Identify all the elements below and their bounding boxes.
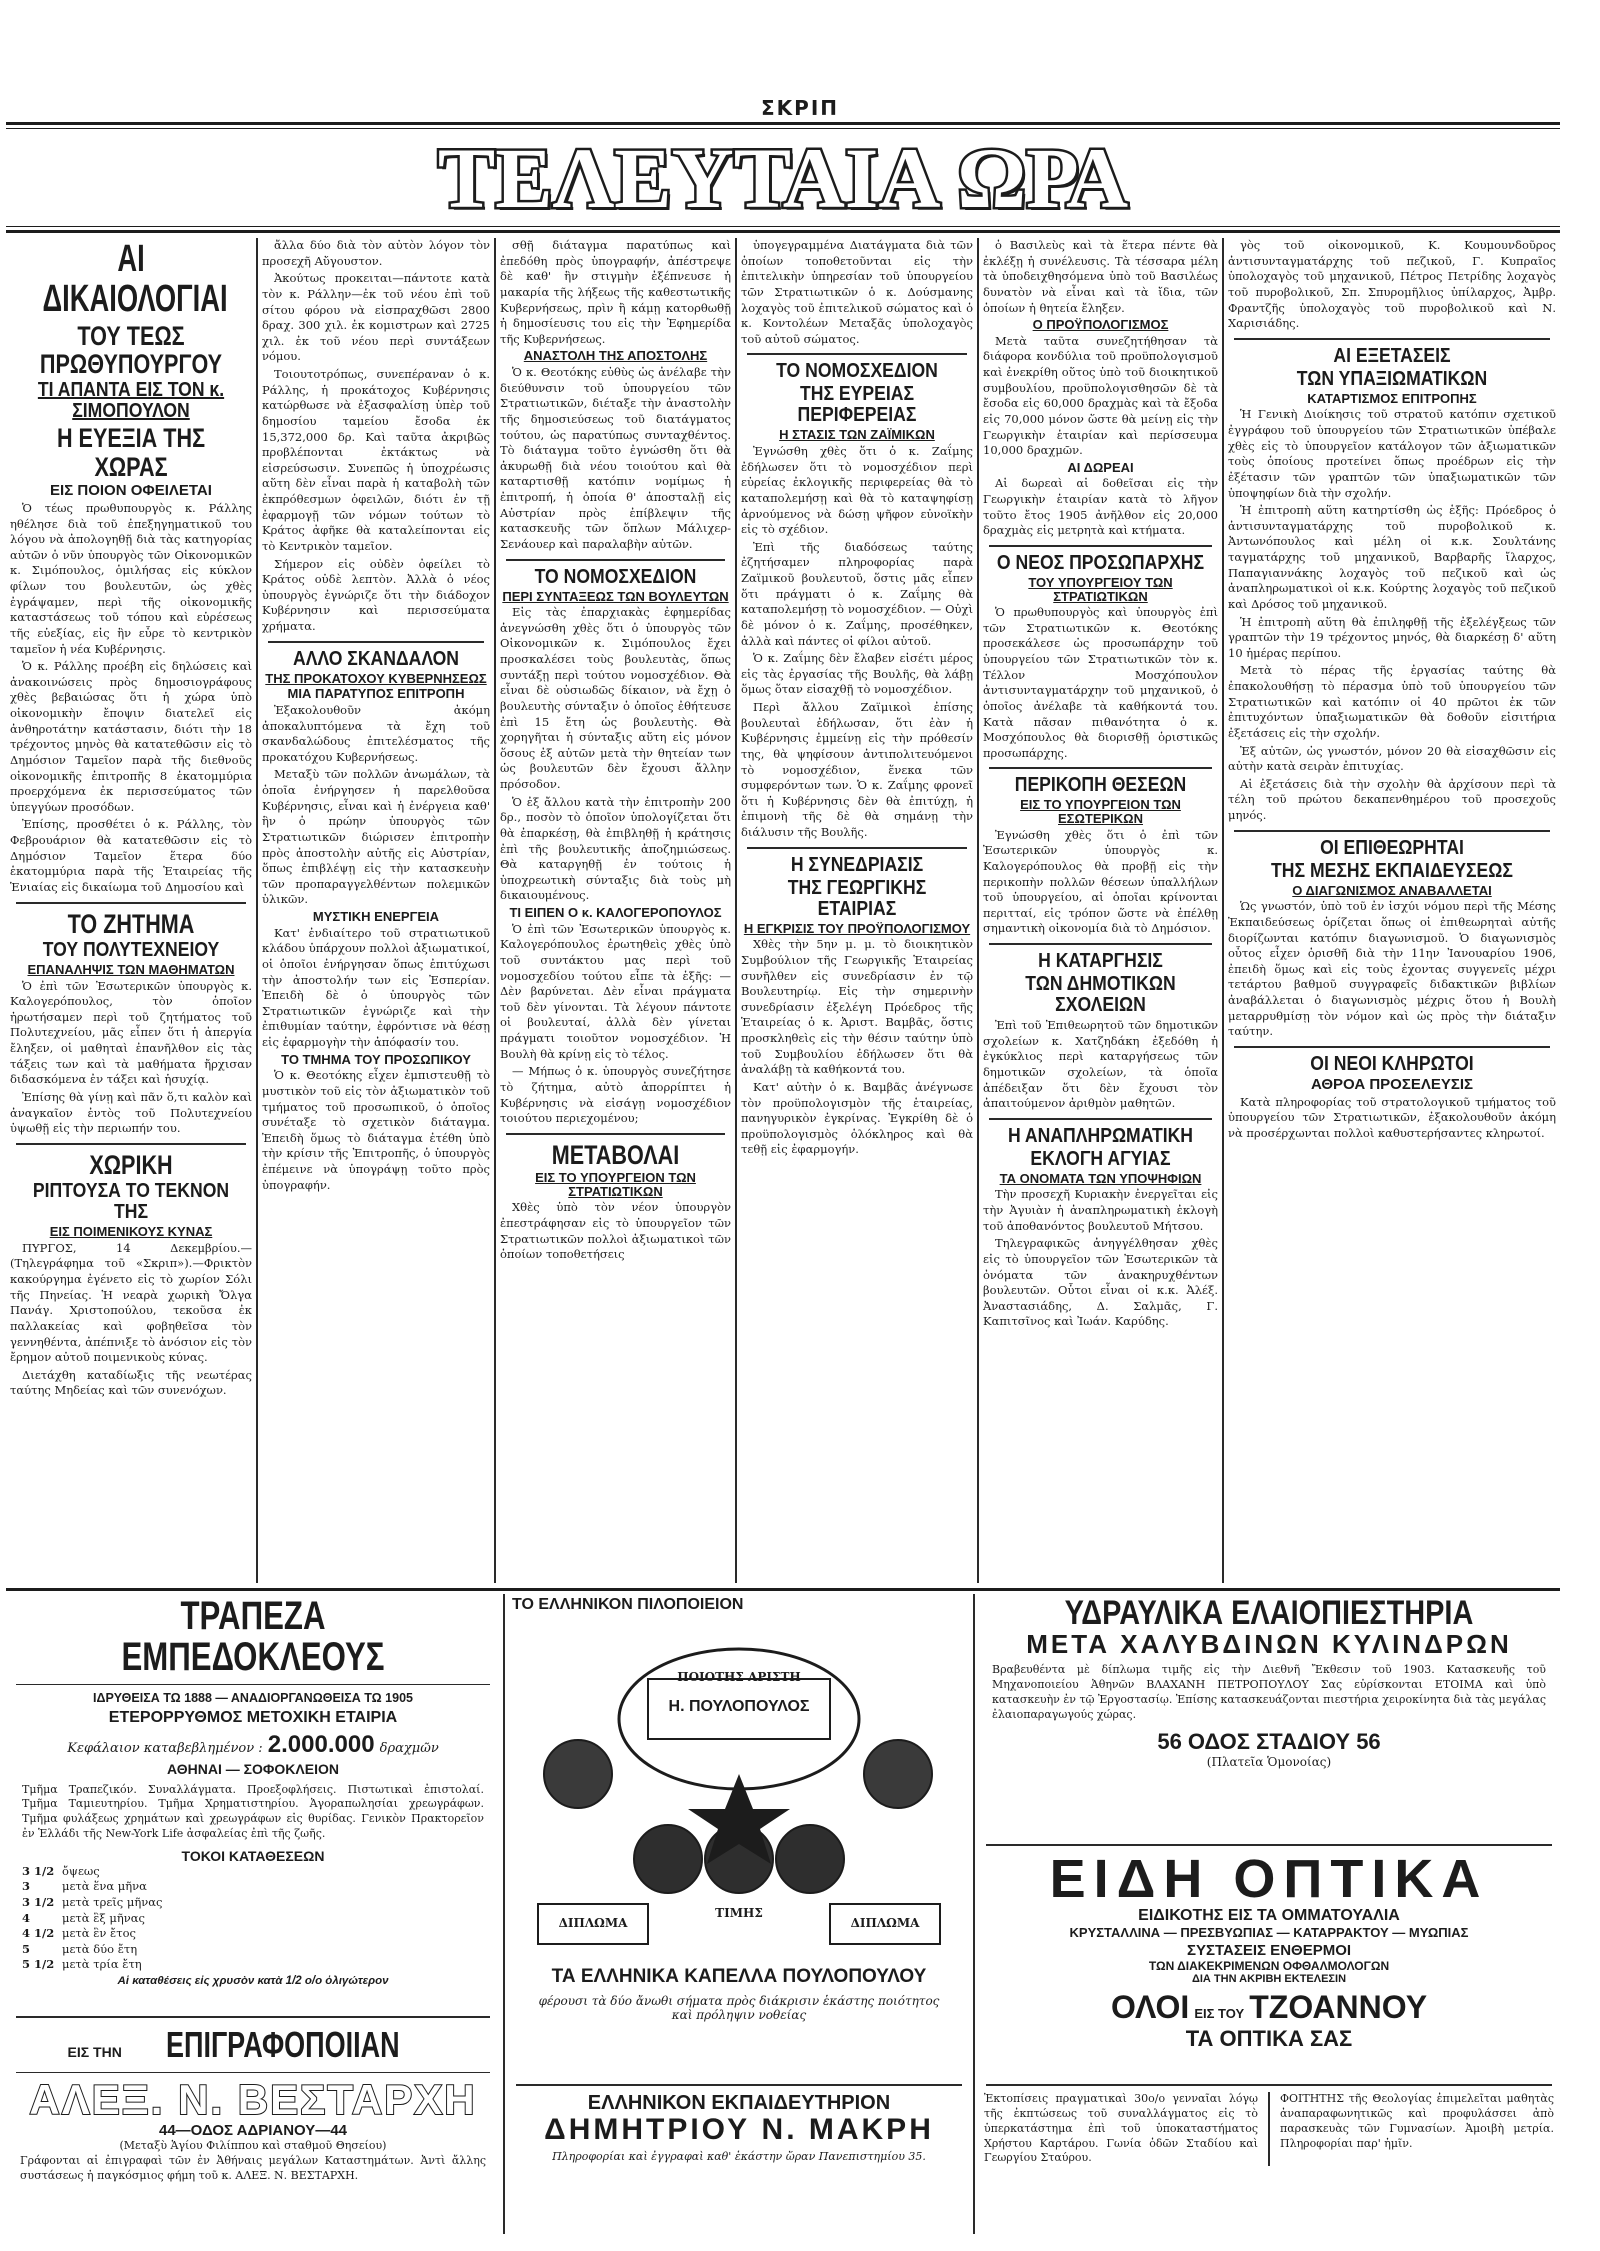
paragraph: Κατὰ πληροφορίας τοῦ στρατολογικοῦ τμήματος τοῦ ὑπουργείου τῶν Στρατιωτικῶν, ἐξακολουθοῦν ἀκόμη νὰ προσέρχωνται πολλοὶ καθυστερήσαντες κληρωτοί. xyxy=(1228,1094,1556,1140)
school-title: ΕΛΛΗΝΙΚΟΝ ΕΚΠΑΙΔΕΥΤΗΡΙΟΝ xyxy=(587,2092,891,2114)
paragraph: σθῇ διάταγμα παρατύπως καὶ ἐπεδόθη πρὸς ὑπογραφήν, ἀπέστρεψε δὲ καθ' ἣν στιγμὴν ἐξέπνευσε ἡ μακαρία τῆς λήξεως τῆς καθεστωτικῆς Κυβερνήσεως, πρὶν ἢ κάμῃ κατορθωθῇ ἡ δημοσίευσις του εἰς τὴν Ἐφημερίδα τῆς Κυβερνήσεως. xyxy=(500,238,731,346)
print-between: (Μεταξὺ Ἁγίου Φιλίππου καὶ σταθμοῦ Θησείου) xyxy=(119,2138,387,2152)
print-name: ΑΛΕΞ. Ν. ΒΕΣΤΑΡΧΗ xyxy=(29,2076,477,2123)
paragraph: Ὁ τέως πρωθυπουργὸς κ. Ράλλης ηθέλησε διὰ τοῦ ἐπεξηγηματικοῦ του λόγου νὰ ἀπολογηθῇ διὰ τὰς κατηγορίας αὐτῶν ὁ νῦν ὑπουργὸς τῶν Οἰκονομικῶν κ. Σιμόπουλος, ὁμιλήσας εἰς κύκλον φίλων του βουλευτῶν, ὡς χθὲς ἐγράψαμεν, περὶ τῆς οἰκονομικῆς καταστάσεως τοῦ τόπου καὶ εὑρέσεως τῆς εὐεξίας, εἰς ἣν εὗρε τὸ κεντρικὸν ταμεῖον ἡ νέα Κυβέρνησις. xyxy=(10,500,252,656)
subheadline: ΤΟΥ ΥΠΟΥΡΓΕΙΟΥ ΤΩΝ ΣΤΡΑΤΙΩΤΙΚΩΝ xyxy=(1028,574,1173,604)
optics-line1: ΕΙΔΙΚΟΤΗΣ ΕΙΣ ΤΑ ΟΜΜΑΤΟΥΑΛΙΑ xyxy=(1138,1907,1400,1925)
print-street: 44—ΟΔΟΣ ΑΔΡΙΑΝΟΥ—44 xyxy=(159,2121,347,2139)
headline: ΟΙ ΝΕΟΙ ΚΛΗΡΩΤΟΙ xyxy=(1310,1052,1474,1075)
headline: ΠΕΡΙΚΟΠΗ ΘΕΣΕΩΝ xyxy=(1014,774,1187,797)
optics-ad xyxy=(978,1838,1560,2068)
article-text xyxy=(1228,238,1556,332)
subheadline: ΜΥΣΤΙΚΗ ΕΝΕΡΓΕΙΑ xyxy=(312,909,440,925)
misc-ads-row xyxy=(984,2092,1554,2166)
paragraph: Ὁ ἐπὶ τῶν Ἐσωτερικῶν ὑπουργὸς κ. Καλογερόπουλος ἐρωτηθεὶς χθὲς ὑπὸ τοῦ συντάκτου μας περὶ τοῦ νομοσχεδίου τούτου εἶπε τὰ ἑξῆς: — Δὲν βαρύνεται. Δὲν εἶναι πράγματα τοῦ δὲν γίνονται. Τὰ λέγουν πάντοτε οἱ βουλευταί, ἀλλὰ δὲν γίνεται πράγματι τοιοῦτον νομοσχέδιον. Ἡ Βουλὴ θὰ κρίνῃ εἰς τὸ τέλος. xyxy=(500,921,731,1061)
hat-ad xyxy=(508,1596,970,2066)
banner-title: ΤΕΛΕΥΤΑΙΑ ΩΡΑ xyxy=(437,130,1129,226)
article-text xyxy=(741,444,973,841)
subheadline: ΑΙ ΔΩΡΕΑΙ xyxy=(1067,459,1134,475)
divider xyxy=(516,2084,962,2086)
article-text xyxy=(1228,899,1556,1040)
headline: ΤΟ ΝΟΜΟΣΧΕΔΙΟΝ xyxy=(776,360,938,383)
paragraph: Ἡ Γενικὴ Διοίκησις τοῦ στρατοῦ κατόπιν σχετικοῦ ἐγγράφου τοῦ ὑπουργείου τῶν Στρατιωτικῶν ὑπέβαλε χθὲς εἰς τὸ ὑπουργεῖον κατάλογον τῶν ἀξιωματικῶν τοὺς ὁποίους προτείνει ὅπως προέδρων εἰς τὴν ἐξέτασιν τῶν γραπτῶν τῶν ὑπαξιωματικῶν τῶν ὑποψηφίων διὰ τὴν σχολήν. xyxy=(1228,407,1556,500)
medal xyxy=(776,1825,844,1893)
rate-term: μετὰ ἓν ἔτος xyxy=(62,1926,136,1941)
print-note: Γράφονται αἱ ἐπιγραφαὶ τῶν ἐν Ἀθήναις μεγάλων Καταστημάτων. Ἀντὶ ἄλλης συστάσεως ἡ παγκόσμιος φήμη τοῦ κ. ΑΛΕΞ. Ν. ΒΕΣΤΑΡΧΗ. xyxy=(20,2153,486,2182)
oil-press-ad xyxy=(978,1596,1560,1836)
oil-title: ΥΔΡΑΥΛΙΚΑ ΕΛΑΙΟΠΙΕΣΤΗΡΙΑ xyxy=(1064,1596,1474,1632)
headline: ΑΛΛΟ ΣΚΑΝΔΑΛΟΝ xyxy=(292,647,460,670)
headline: ΤΩΝ ΥΠΑΞΙΩΜΑΤΙΚΩΝ xyxy=(1296,367,1488,390)
headline: ΟΙ ΕΠΙΘΕΩΡΗΤΑΙ xyxy=(1320,836,1464,859)
school-note: Πληροφορίαι καὶ ἐγγραφαὶ καθ' ἑκάστην ὥραν Πανεπιστημίου 35. xyxy=(552,2149,926,2163)
article-text xyxy=(500,922,731,1127)
rates-title: ΤΟΚΟΙ ΚΑΤΑΘΕΣΕΩΝ xyxy=(181,1847,325,1864)
misc-ad-right: ΦΟΙΤΗΤΗΣ τῆς Θεολογίας ἐπιμελεῖται μαθητὰς ἀναπαραφωνητικῶς καὶ προφυλάσσει ἀπὸ παρασκευὰς τῶν Γυμνασίων. Ἀμοιβὴ μετρία. Πληροφορίαι παρ' ἡμῖν. xyxy=(1280,2092,1554,2150)
divider xyxy=(506,559,725,561)
rate-percent: 4 1/2 xyxy=(22,1926,55,1941)
bank-capital xyxy=(8,1731,498,1759)
column-1 xyxy=(8,238,254,1583)
misc-divider xyxy=(1268,2092,1270,2166)
paragraph: ΠΥΡΓΟΣ, 14 Δεκεμβρίου.—(Τηλεγράφημα τοῦ «Σκριπ»).—Φρικτὸν κακούργημα ἐγένετο εἰς τὸ χωρίον Σόλι τῆς Πηνείας. Ἡ νεαρὰ χωρικὴ Ὄλγα Πανάγ. Χριστοπούλου, τεκοῦσα ἐκ παλλακείας καὶ φοβηθεῖσα τὸν γεννηθέντα, ἀπέπνιξε τὸ ἀνόσιον εἰς τὸν ἔρημον αὐτοῦ ποιμενικοὺς κύνας. xyxy=(10,1240,252,1365)
article-text xyxy=(262,238,490,635)
oil-subtitle: ΜΕΤΑ ΧΑΛΥΒΔΙΝΩΝ ΚΥΛΙΝΔΡΩΝ xyxy=(1026,1628,1512,1659)
headline: ΧΩΡΙΚΗ xyxy=(89,1149,173,1180)
paragraph: Εἰς τὰς ἐπαρχιακὰς ἐφημερίδας ἀνεγνώσθη χθὲς ὅτι ὁ ὑπουργὸς τῶν Οἰκονομικῶν κ. Σιμόπουλος ἔχει προσκαλέσει τοὺς βουλευτὰς, ὅπως συντάξῃ περὶ τούτου νομοσχέδιον. Θὰ εἶναι δὲ οὐσιωδῶς δίκαιον, νὰ ἔχῃ ὁ βουλευτὴς σύνταξιν ὁ ὁποῖος ἐθήτευσε ἐπὶ 15 ἔτη ὡς βουλευτὴς. Θὰ χορηγῆται ἡ σύνταξις αὕτη εἰς μόνον ὅσους ἐξ αὐτῶν μετὰ τὴν θητείαν των ὡς βουλευτῶν δὲν ἔχουσι ἄλλην πρόσοδον. xyxy=(500,605,731,792)
headline: ΤΩΝ ΔΗΜΟΤΙΚΩΝ ΣΧΟΛΕΙΩΝ xyxy=(1025,973,1176,1017)
slogan-c: ΤΖΟΑΝΝΟΥ xyxy=(1249,1989,1428,2026)
headline: ΤΟΥ ΤΕΩΣ ΠΡΩΘΥΠΟΥΡΓΟΥ xyxy=(39,320,223,380)
paragraph: Διετάχθη καταδίωξις τῆς νεωτέρας ταύτης Μηδείας καὶ τῶν συνενόχων. xyxy=(10,1367,252,1398)
bank-ad xyxy=(8,1596,498,2016)
award-left: ΔΙΠΛΩΜΑ xyxy=(558,1916,628,1930)
rate-term: μετὰ τρεῖς μῆνας xyxy=(62,1895,163,1909)
paragraph: Μετὰ τὸ πέρας τῆς ἐργασίας ταύτης θὰ ἐπακολουθήσῃ τὸ πέρασμα ὑπὸ τοῦ ὑπουργείου τῶν Στρατιωτικῶν καὶ κατόπιν οἱ 40 πρῶτοι ἐκ τῶν ἐπιτυχόντων ὑπαξιωματικῶν θὰ δοθοῦν εἰσιτήρια ἐξετάσεις εἰς τὴν σχολήν. xyxy=(1228,663,1556,740)
column-2 xyxy=(260,238,492,1583)
rate-percent: 3 xyxy=(22,1879,31,1894)
rate-row xyxy=(22,1926,498,1942)
article-text xyxy=(983,476,1218,539)
paragraph: Ἐξ αὐτῶν, ὡς γνωστόν, μόνον 20 θὰ εἰσαχθῶσιν εἰς αὐτὴν κατὰ σειρὰν ἐπιτυχίας. xyxy=(1228,743,1556,774)
paragraph: — Μήπως ὁ κ. ὑπουργὸς συνεζήτησε τὸ ζήτημα, αὐτὸ ἀπορρίπτει ἡ Κυβέρνησις νὰ εἰσάγῃ νομοσχέδιον τοιούτου περιεχομένου; xyxy=(500,1064,731,1126)
paragraph: Ἐπὶ τοῦ Ἐπιθεωρητοῦ τῶν δημοτικῶν σχολείων κ. Χατζηδάκη ἐξεδόθη ἡ ἐγκύκλιος περὶ καταργήσεως τῶν δημοτικῶν σχολείων, τὰ ὁποῖα ἀπέδειξαν ὅτι δὲν ἔχουσι τὸν ἀπαιτούμενον ἀριθμὸν μαθητῶν. xyxy=(983,1018,1218,1111)
paragraph: Κατ' ἐνδιαίτερο τοῦ στρατιωτικοῦ κλάδου ὑπάρχουν πολλοὶ ἀξιωματικοί, οἱ ὁποῖοι ἐνήργησαν ὅπως ἐπιτύχωσι τὴν ἀποστολήν των εἰς Ἐσπερίαν. Ἐπειδὴ δὲ ὁ ὑπουργὸς τῶν Στρατιωτικῶν ἐγνώριζε καὶ τὴν ἐπιθυμίαν ταύτην, ἐφρόντισε νὰ θέσῃ εἰς ἐφαρμογὴν τὴν ἀπόφασίν του. xyxy=(262,925,490,1050)
bank-capital-unit: δραχμῶν xyxy=(379,1740,439,1756)
slogan-b: ΕΙΣ ΤΟΥ xyxy=(1194,2006,1245,2022)
optics-title: ΕΙΔΗ ΟΠΤΙΚΑ xyxy=(1049,1849,1489,1909)
column-rule xyxy=(977,238,979,1583)
article-text xyxy=(262,1068,490,1193)
article-text xyxy=(983,1018,1218,1112)
paragraph: Αἱ ἐξετάσεις διὰ τὴν σχολὴν θὰ ἀρχίσουν περὶ τὰ τέλη τοῦ πρώτου δεκαπενθημέρου τοῦ προσεχοῦς μηνός. xyxy=(1228,776,1556,823)
headline: ΕΚΛΟΓΗ ΑΓΥΙΑΣ xyxy=(1030,1147,1171,1170)
banner-rule-bottom xyxy=(6,230,1560,233)
subheadline: Η ΕΓΚΡΙΣΙΣ ΤΟΥ ΠΡΟΫΠΟΛΟΓΙΣΜΟΥ xyxy=(743,920,971,936)
rate-percent: 5 1/2 xyxy=(22,1957,55,1972)
article-text xyxy=(741,937,973,1158)
print-heading xyxy=(8,2024,498,2066)
paragraph: ὑπογεγραμμένα Διατάγματα διὰ τῶν ὁποίων τοποθετοῦνται εἰς τὴν ἐπιτελικὴν ὑπηρεσίαν τοῦ ὑπουργείου τῶν Στρατιωτικῶν ὁ κ. Δούσμανης λοχαγὸς τοῦ ἐπιτελικοῦ σώματος καὶ ὁ κ. Κοντολέων Μεταξᾶς ὑπολοχαγὸς τοῦ αὐτοῦ σώματος. xyxy=(741,238,973,346)
rate-percent: 3 1/2 xyxy=(22,1863,55,1878)
headline: ΤΗΣ ΕΥΡΕΙΑΣ ΠΕΡΙΦΕΡΕΙΑΣ xyxy=(797,383,917,427)
award-mid: ΤΙΜΗΣ xyxy=(715,1906,763,1920)
divider xyxy=(747,847,967,849)
ad-column-rule xyxy=(503,1594,505,2234)
masthead-rule-top-thin xyxy=(6,128,1560,129)
column-rule xyxy=(256,238,258,1583)
headline: Ο ΝΕΟΣ ΠΡΟΣΩΠΑΡΧΗΣ xyxy=(996,551,1205,574)
paragraph: Σήμερον εἰς οὐδὲν ὀφείλει τὸ Κράτος οὐδὲ λεπτὸν. Ἀλλὰ ὁ νέος ὑπουργὸς ἐγνώριζε ὅτι τὴν διάδοχον Κυβέρνησιν καὶ περισσεύματα χρήματα. xyxy=(262,556,490,633)
optics-slogan xyxy=(978,1989,1560,2026)
oil-address: 56 ΟΔΟΣ ΣΤΑΔΙΟΥ 56 xyxy=(1157,1728,1381,1754)
slogan-d: ΤΑ ΟΠΤΙΚΑ ΣΑΣ xyxy=(1185,2026,1353,2052)
subheadline: ΤΗΣ ΠΡΟΚΑΤΟΧΟΥ ΚΥΒΕΡΝΗΣΕΩΣ xyxy=(265,670,487,686)
rate-row xyxy=(22,1957,498,1973)
paragraph: Ὡς γνωστόν, ὑπὸ τοῦ ἐν ἰσχύι νόμου περὶ τῆς Μέσης Ἐκπαιδεύσεως ὁρίζεται ὅπως οἱ ἐπιθεωρηταὶ αὐτῆς διορίζωνται κατόπιν διαγωνισμοῦ. Ὁ διαγωνισμὸς οὗτος εἶχεν ὁρισθῆ διὰ τὴν 11ην Ἰανουαρίου 1906, ἐπειδὴ ὅμως καὶ εἰς τοὺς ἐχοντας συγγενεῖς μέχρι τετάρτου βαθμοῦ συγγραφεῖς διδακτικῶν βιβλίων ἀναβάλλεται ὁ διαγωνισμὸς μέχρις ὅτου ἡ Βουλὴ μεταρρυθμίσῃ τὸν νόμον καὶ ὡς πρὸς τὴν διάταξιν ταύτην. xyxy=(1228,899,1556,1039)
ads-rule-top xyxy=(6,1588,1560,1591)
hat-quality: ΠΟΙΟΤΗΣ ΑΡΙΣΤΗ xyxy=(677,1670,801,1684)
subheadline: ΕΠΑΝΑΛΗΨΙΣ ΤΩΝ ΜΑΘΗΜΑΤΩΝ xyxy=(27,961,235,977)
rate-row xyxy=(22,1879,498,1895)
subheadline: ΠΕΡΙ ΣΥΝΤΑΞΕΩΣ ΤΩΝ ΒΟΥΛΕΥΤΩΝ xyxy=(502,588,729,604)
rate-term: μετὰ ἕνα μῆνα xyxy=(62,1879,147,1894)
column-6 xyxy=(1226,238,1558,1583)
section-banner xyxy=(6,130,1560,226)
hat-title: ΤΑ ΕΛΛΗΝΙΚΑ ΚΑΠΕΛΛΑ ΠΟΥΛΟΠΟΥΛΟΥ xyxy=(551,1966,927,1987)
paragraph: Ὁ κ. Θεοτόκης εἶχεν ἐμπιστευθῇ τὸ μυστικὸν τοῦ εἰς τὸν ἀξιωματικὸν τοῦ τμήματος τοῦ προσωπικοῦ, ὁ ὁποῖος συνέταξε τὸ σχετικὸν διάταγμα. Ἐπειδὴ ὅμως τὸ διάταγμα ἐτέθη ὑπὸ τὴν κρίσιν τῆς Ἐπιτροπῆς, ὁ ὑπουργὸς ἐπέμεινε νὰ ὑπογράψῃ τοῦτο πρὸς ὑπογραφήν. xyxy=(262,1068,490,1192)
divider xyxy=(16,1684,490,1685)
paragraph: Ἐγνώσθη χθὲς ὅτι ὁ κ. Ζαΐμης ἐδήλωσεν ὅτι τὸ νομοσχέδιον περὶ εὐρείας ἐκλογικῆς περιφερείας θὰ τὸ καταπολεμήσῃ καὶ θὰ τὸ καταψηφίσῃ ἀρνούμενος νὰ δώσῃ ψῆφον εὐνοϊκὴν εἰς τὸ σχέδιον. xyxy=(741,444,973,537)
slogan-a: ΟΛΟΙ xyxy=(1110,1989,1190,2026)
article-text xyxy=(983,334,1218,459)
subheadline: ΕΙΣ ΤΟ ΥΠΟΥΡΓΕΙΟΝ ΤΩΝ ΕΣΩΤΕΡΙΚΩΝ xyxy=(1020,797,1181,827)
article-text xyxy=(983,238,1218,316)
article-text xyxy=(10,979,252,1137)
optics-line5: ΔΙΑ ΤΗΝ ΑΚΡΙΒΗ ΕΚΤΕΛΕΣΙΝ xyxy=(1191,1973,1347,1986)
headline: ΑΙ ΕΞΕΤΑΣΕΙΣ xyxy=(1333,344,1451,367)
paragraph: Ἐξακολουθοῦν ἀκόμη ἀποκαλυπτόμενα τὰ ἔχη τοῦ σκανδαλώδους ἐπιτελέσματος τῆς προκατόχου Κυβερνήσεως. xyxy=(262,702,490,764)
hat-brand: Η. ΠΟΥΛΟΠΟΥΛΟΣ xyxy=(668,1698,810,1715)
medal xyxy=(864,1740,932,1808)
article-text xyxy=(741,238,973,347)
paragraph: Χθὲς τὴν 5ην μ. μ. τὸ διοικητικὸν Συμβούλιον τῆς Γεωργικῆς Ἑταιρείας συνῆλθεν εἰς συνεδρίασιν ἐν τῷ Βουλευτηρίῳ. Εἰς τὴν σημερινὴν συνεδρίασιν ἐξελέγη Πρόεδρος τῆς Ἑταιρείας ὁ κ. Ἀριστ. Βαμβᾶς, ὅστις προσκληθεὶς εἰς τὴν θέσιν ταύτην ὑπὸ τοῦ Συμβουλίου ἐδήλωσεν ὅτι θὰ ἀναλάβῃ τὰ καθήκοντά του. xyxy=(741,937,973,1077)
divider xyxy=(16,2072,490,2073)
paragraph: Ὁ ἐξ ἄλλου κατὰ τὴν ἐπιτροπὴν 200 δρ., ποσὸν τὸ ὁποῖον ὑπολογίζεται ὅτι θὰ ἐπαρκέσῃ, θὰ ἐπιβληθῇ ἡ κράτησις ἐπὶ τῆς βουλευτικῆς ἀποζημιώσεως. Θὰ καταργηθῇ ἐν τούτοις ἡ ὑποχρεωτικὴ σύνταξις διὰ τοὺς μὴ δικαιουμένους. xyxy=(500,794,731,903)
paragraph: Τοιουτοτρόπως, συνεπέραναν ὁ κ. Ράλλης, ἡ προκάτοχος Κυβέρνησις κατώρθωσε νὰ ἐξασφαλίσῃ ὑπὲρ τοῦ δημοσίου ταμείου ἔσοδα ἐκ 15,372,000 δρ. Καὶ ταῦτα ἀκριβῶς προβλέπονται ἐκτάκτως νὰ εἰσρεύσωσιν. Συνεπῶς ἡ ὑποχρέωσις αὕτη δὲν εἶναι παρὰ ἡ καταβολὴ τῶν ἐκπρόθεσμων ὁφειλῶν, διότι ἐν τῇ ἐφαρμογῇ τῶν νόμων τούτων τὸ Κράτος ἀφῆκε θὰ καταλείπονται εἰς τὸ Κεντρικὸν ταμεῖον. xyxy=(262,367,490,553)
headline: ΡΙΠΤΟΥΣΑ ΤΟ ΤΕΚΝΟΝ ΤΗΣ xyxy=(32,1180,230,1224)
rate-percent: 3 1/2 xyxy=(22,1895,55,1909)
subheadline: Ο ΠΡΟΫΠΟΛΟΓΙΣΜΟΣ xyxy=(1032,317,1169,333)
paragraph: Ὁ κ. Θεοτόκης εὐθὺς ὡς ἀνέλαβε τὴν διεύθυνσιν τοῦ ὑπουργείου τῶν Στρατιωτικῶν, διέταξε τὴν ἀναστολὴν τῆς δημοσιεύσεως τοῦ διατάγματος τούτου, ὡς παρατύπως συνταχθέντος. Τὸ διάταγμα τοῦτο ἐγνώσθη ὅτι θὰ ἀκυρωθῇ διὰ νέου τοιούτου καὶ θὰ καταρτισθῇ κατόπιν νομίμως ἡ ἐπιτροπή, ἡ ὁποία θ' ἀποσταλῇ εἰς Αὐστρίαν πρὸς ἐπίβλεψιν τῆς κατασκευῆς τῶν ὅπλων Μάλιχερ-Σενάουερ καὶ παραλαβὴν αὐτῶν. xyxy=(500,365,731,551)
article-text xyxy=(983,605,1218,761)
bank-title: ΤΡΑΠΕΖΑ ΕΜΠΕΔΟΚΛΕΟΥΣ xyxy=(121,1596,385,1679)
article-text xyxy=(983,1187,1218,1330)
article-text xyxy=(10,501,252,896)
divider xyxy=(989,545,1212,547)
headline: ΜΕΤΑΒΟΛΑΙ xyxy=(551,1139,680,1170)
paragraph: Ἡ ἐπιτροπὴ αὕτη θὰ ἐπιληφθῇ τῆς ἐξελέγξεως τῶν γραπτῶν τὴν 19 τρέχοντος μηνός, θὰ διαρκέσῃ δ' αὕτη 10 ἡμέρας περίπου. xyxy=(1228,614,1556,660)
misc-ads xyxy=(978,2078,1560,2238)
divider xyxy=(989,767,1212,769)
rate-row xyxy=(22,1864,498,1880)
divider xyxy=(16,902,246,904)
paragraph: Τηλεγραφικῶς ἀνηγγέλθησαν χθὲς εἰς τὸ ὑπουργεῖον τῶν Ἐσωτερικῶν τὰ ὀνόματα τῶν ἀνακηρυχθέντων βουλευτῶν. Οὗτοι εἶναι οἱ κ.κ. Ἀλέξ. Ἀναστασιάδης, Δ. Σαλμᾶς, Γ. Καπιτσῖνος καὶ Ἰωάν. Καρύδης. xyxy=(983,1236,1218,1329)
paragraph: Χθὲς ὑπὸ τὸν νέον ὑπουργὸν ἐπεστράφησαν εἰς τὸ ὑπουργεῖον τῶν Στρατιωτικῶν πολλοὶ ἀξιωματικοὶ τῶν ὁποίων τοποθετήσεις xyxy=(500,1200,731,1262)
divider xyxy=(986,1844,1552,1846)
headline: ΑΙ ΔΙΚΑΙΟΛΟΓΙΑΙ xyxy=(42,238,228,320)
subheadline: ΑΘΡΟΑ ΠΡΟΣΕΛΕΥΣΙΣ xyxy=(1310,1075,1474,1093)
article-text xyxy=(500,605,731,904)
misc-ad-left: Ἐκτοπίσεις πραγματικαὶ 30ο/ο γενναῖαι λόγῳ τῆς ἐκπτώσεως τοῦ συναλλάγματος εἰς τὸ ὑπερκατάστημα ἐπὶ τοῦ ὑποκαταστήματος Χρήστου Καρτάρου. Γωνία ὁδῶν Σταδίου καὶ Γεωργίου Σταύρου. xyxy=(984,2092,1258,2165)
sign-print-ad xyxy=(8,2010,498,2240)
paragraph: γὸς τοῦ οἰκονομικοῦ, Κ. Κουμουνδοῦρος ἀντισυνταγματάρχης τοῦ πεζικοῦ, Γ. Κυπραῖος ὑπολοχαγὸς τοῦ μηχανικοῦ, Πέτρος Πετρίδης λοχαγὸς τοῦ πυροβολικοῦ, Σπ. Σπυρομῆλιος ὑπίλαρχος, Ἀμβρ. Φραντζῆς ὑπολοχαγὸς τοῦ πυροβολικοῦ καὶ Ν. Χαρισιάδης. xyxy=(1228,238,1556,331)
medal xyxy=(544,1740,612,1808)
paragraph: Κατ' αὐτὴν ὁ κ. Βαμβᾶς ἀνέγνωσε τὸν προϋπολογισμὸν τῆς ἑταιρείας, πανηγυρικὸν ἐγκρίνας. Ἐγκρίθη δὲ ὁ προϋπολογισμὸς ὁλόκληρος καὶ θὰ τεθῇ εἰς ἐφαρμογήν. xyxy=(741,1079,973,1157)
subheadline: ΤΙ ΑΠΑΝΤΑ ΕΙΣ ΤΟΝ κ. ΣΙΜΟΠΟΥΛΟΝ xyxy=(37,379,225,423)
bank-address: ΑΘΗΝΑΙ — ΣΟΦΟΚΛΕΙΟΝ xyxy=(167,1760,339,1777)
divider xyxy=(989,1118,1212,1120)
rate-row xyxy=(22,1942,498,1958)
divider xyxy=(1234,830,1550,832)
oil-text: Βραβευθέντα μὲ δίπλωμα τιμῆς εἰς τὴν Διεθνῆ Ἔκθεσιν τοῦ 1903. Κατασκευῆς τοῦ Μηχανοποιείου Ἀθηνῶν ΒΛΑΧΑΝΗ ΠΕΤΡΟΠΟΥΛΟΥ Σας εὑρίσκονται ΕΤΟΙΜΑ καὶ ὑπὸ κατασκευὴν ἐν τῷ Ἐργοστασίῳ. Ἐπίσης κατασκευάζονται πιεστήρια χειροκίνητα διὰ τὰς μεγάλας ἐλαιοπαραγωγούς χώρας. xyxy=(992,1663,1546,1721)
column-rule xyxy=(1222,238,1224,1583)
rate-row xyxy=(22,1895,498,1911)
paragraph: ἄλλα δύο διὰ τὸν αὐτὸν λόγον τὸν προσεχῆ Αὔγουστον. xyxy=(262,238,490,268)
bank-services: Τμῆμα Τραπεζικόν. Συναλλάγματα. Προεξοφλήσεις. Πιστωτικαὶ ἐπιστολαί. Τμῆμα Ταμιευτηρίου. Τμῆμα Χρηματιστηρίου. Ἀγοραπωλησίαι χρεωγράφων. Τμῆμα φυλάξεως χρημάτων καὶ χρεωγράφων εἰς θυρίδας. Γενικὸν Πρακτορεῖον ἐν Ἑλλάδι τῆς New-York Life ἀσφαλείας ἐπὶ τῆς ζωῆς. xyxy=(22,1782,484,1841)
article-text xyxy=(500,238,731,347)
column-3 xyxy=(498,238,733,1583)
column-4 xyxy=(739,238,975,1583)
print-lead: ΕΙΣ ΤΗΝ xyxy=(67,2044,122,2060)
rate-percent: 4 xyxy=(22,1910,31,1925)
subheadline: ΜΙΑ ΠΑΡΑΤΥΠΟΣ ΕΠΙΤΡΟΠΗ xyxy=(287,686,465,702)
article-text xyxy=(1228,1095,1556,1142)
headline: ΤΗΣ ΜΕΣΗΣ ΕΚΠΑΙΔΕΥΣΕΩΣ xyxy=(1271,859,1513,882)
subheadline: Η ΣΤΑΣΙΣ ΤΩΝ ΖΑΪΜΙΚΩΝ xyxy=(779,427,935,443)
rate-row xyxy=(22,1911,498,1927)
divider xyxy=(1234,338,1550,340)
article-text xyxy=(1228,407,1556,823)
bank-capital-label: Κεφάλαιον καταβεβλημένον : xyxy=(67,1740,263,1756)
optics-line3: ΣΥΣΤΑΣΕΙΣ ΕΝΘΕΡΜΟΙ xyxy=(1186,1942,1352,1960)
paragraph: Μεταξὺ τῶν πολλῶν ἀνωμάλων, τὰ ὁποῖα ἐνήργησεν ἡ παρελθοῦσα Κυβέρνησις, εἶναι καὶ ἡ ἐνέργεια καθ' ἣν ὁ πρώην ὑπουργὸς τῶν Στρατιωτικῶν διώρισεν ἐπιτροπὴν πρὸς ἀποστολὴν αὐτῆς εἰς Αὐστρίαν, ὅπως ἐπιβλέψῃ εἰς τὴν κατασκευὴν τῶν προπαραγγελθέντων πολεμικῶν ὑλικῶν. xyxy=(262,767,490,907)
rate-percent: 5 xyxy=(22,1941,31,1956)
article-text xyxy=(262,926,490,1051)
rate-term: ὄψεως xyxy=(62,1863,100,1878)
masthead-rule-top xyxy=(6,122,1560,125)
rate-term: μετὰ τρία ἔτη xyxy=(62,1957,142,1972)
ad-column-rule xyxy=(973,1594,975,2234)
rates-list xyxy=(8,1864,498,1973)
paragraph: Ἐπίσης, προσθέτει ὁ κ. Ράλλης, τὸν Φεβρουάριον θὰ κατατεθῶσιν εἰς τὸ Δημόσιον Ταμεῖον ἕτερα δύο ἑκατομμύρια παρὰ τῆς Ἑταιρείας τῆς Ἑνιαίας εἰς δικαίωμα τοῦ Δημοσίου καὶ xyxy=(10,817,252,894)
paragraph: Ἐπὶ τῆς διαδόσεως ταύτης ἐζητήσαμεν πληροφορίας παρὰ Ζαϊμικοῦ βουλευτοῦ, ὅστις μᾶς εἶπεν ὅτι πράγματι ὁ κ. Ζαΐμης θὰ καταπολεμήσῃ τὸ νομοσχέδιον. — Οὐχὶ δὲ μόνον ὁ κ. Ζαΐμης, προσέθηκεν, ἀλλὰ καὶ πάντες οἱ φίλοι αὐτοῦ. xyxy=(741,539,973,648)
headline: ΤΗΣ ΓΕΩΡΓΙΚΗΣ ΕΤΑΙΡΙΑΣ xyxy=(787,876,927,920)
subheadline: ΤΟ ΤΜΗΜΑ ΤΟΥ ΠΡΟΣΩΠΙΚΟΥ xyxy=(281,1051,471,1067)
paragraph: Ἀκούτως προκειται—πάντοτε κατὰ τὸν κ. Ράλλην—ἐκ τοῦ νέου ἐπὶ τοῦ σίτου φόρου νὰ εἰσπραχθῶσι 2800 δραχ. 300 χιλ. ἐκ κομιστρων καὶ 2725 χιλ. ἐκ τοῦ νέου περὶ συντάξεων νόμου. xyxy=(262,271,490,364)
school-ad xyxy=(508,2078,970,2238)
subheadline: ΚΑΤΑΡΤΙΣΜΟΣ ΕΠΙΤΡΟΠΗΣ xyxy=(1307,390,1477,406)
paragraph: Μετὰ ταῦτα συνεζητήθησαν τὰ διάφορα κονδύλια τοῦ προϋπολογισμοῦ καὶ ἐνεκρίθη οὕτος ὑπὸ τοῦ διοικητικοῦ συμβουλίου, προϋπολογισθησῶν δὲ τὰ ἔσοδα εἰς 60,000 δραχμὰς καὶ τὰ ἔξοδα εἰς 70,000 μόνον ὥστε θὰ μείνῃ εἰς τὴν Γεωργικὴν ἑταιρίαν καὶ περίσσευμα 10,000 δραχμῶν. xyxy=(983,333,1218,458)
divider xyxy=(16,2016,490,2018)
divider xyxy=(1234,1046,1550,1048)
print-title: ΕΠΙΓΡΑΦΟΠΟΙΙΑΝ xyxy=(165,2024,400,2065)
subheadline: ΤΑ ΟΝΟΜΑΤΑ ΤΩΝ ΥΠΟΨΗΦΙΩΝ xyxy=(999,1170,1202,1186)
paragraph: Περὶ ἄλλου Ζαϊμικοὶ ἐπίσης βουλευταὶ ἐδήλωσαν, ὅτι ἐὰν ἡ Κυβέρνησις ἐμμείνῃ εἰς τὴν πρόθεσίν της, θὰ ψηφίσουν ἀντιπολιτευόμενοι τὸ νομοσχέδιον, ἕνεκα τῶν συμφερόντων των. Ὁ κ. Ζαΐμης φρονεῖ ὅτι ἡ Κυβέρνησις δὲν θὰ ἐπιτύχῃ, ἡ ἐπιμονὴ τῆς δὲ θὰ σημάνῃ τὴν διάλυσιν τῆς Βουλῆς. xyxy=(741,700,973,840)
article-text xyxy=(262,703,490,908)
banner-rule-bottom-thin xyxy=(6,226,1560,227)
paragraph: Ὁ ἐπὶ τῶν Ἐσωτερικῶν ὑπουργὸς κ. Καλογερόπουλος, τὸν ὁποῖον ἠρωτήσαμεν περὶ τοῦ ζητήματος τοῦ Πολυτεχνείου, μᾶς εἶπεν ὅτι ἡ ἀπεργία ἔληξεν, οἱ μαθηταὶ ἐπανῆλθον εἰς τὰς τάξεις των καὶ τὰ μαθήματα ἤρχισαν διδασκόμενα ἐν τάξει καὶ ἡσυχίᾳ. xyxy=(10,978,252,1087)
hat-tagline: φέρουσι τὰ δύο ἄνωθι σήματα πρὸς διάκρισιν ἑκάστης ποιότητος καὶ πρόληψιν νοθείας xyxy=(538,1994,940,2022)
oil-square: (Πλατεῖα Ὁμονοίας) xyxy=(1206,1754,1332,1769)
subheadline: ΕΙΣ ΤΟ ΥΠΟΥΡΓΕΙΟΝ ΤΩΝ ΣΤΡΑΤΙΩΤΙΚΩΝ xyxy=(535,1170,696,1199)
award-right: ΔΙΠΛΩΜΑ xyxy=(850,1916,920,1930)
subheadline: ΕΙΣ ΠΟΙΟΝ ΟΦΕΙΛΕΤΑΙ xyxy=(50,482,212,500)
paragraph: Ἐπίσης θὰ γίνῃ καὶ πᾶν ὅ,τι καλὸν καὶ ἀναγκαῖον ἐντὸς τοῦ Πολυτεχνείου ὑψωθῇ εἰς τὴν περιωπήν του. xyxy=(10,1089,252,1136)
paragraph: Ὁ κ. Ράλλης προέβη εἰς δηλώσεις καὶ ἀνακοινώσεις πρὸς δημοσιογράφους χθὲς βεβαιώσας ὅτι ἡ χώρα ὑπὸ οἰκονομικὴν ἔποψιν διατελεῖ εἰς ἀνθηροτάτην κατάστασιν, διότι τὴν 18 τρέχοντος μηνὸς θὰ κατατεθῶσιν εἰς τὸ Δημόσιον Ταμεῖον παρὰ τῆς διεθνοῦς οἰκονομικῆς ἐπιτροπῆς 8 ἑκατομμύρια προερχόμενα ἐκ περισσεύματος τῶν ὑπεγγύων προσόδων. xyxy=(10,659,252,814)
school-name: ΔΗΜΗΤΡΙΟΥ Ν. ΜΑΚΡΗ xyxy=(544,2113,934,2146)
medal xyxy=(634,1825,702,1893)
paragraph: Αἱ δωρεαὶ αἱ δοθεῖσαι εἰς τὴν Γεωργικὴν ἑταιρίαν κατὰ τὸ λῆγον τοῦτο ἔτος 1905 ἀνῆλθον εἰς 20,000 δραχμὰς εἰς μετρητὰ καὶ κτήματα. xyxy=(983,476,1218,538)
headline: ΤΟ ΝΟΜΟΣΧΕΔΙΟΝ xyxy=(534,565,697,588)
paragraph: Ὁ κ. Ζαΐμης δὲν ἔλαβεν εἰσέτι μέρος εἰς τὰς ἐργασίας τῆς Βουλῆς, θὰ λάβῃ ὅμως ὅταν εἰσαχθῇ τὸ νομοσχέδιον. xyxy=(741,651,973,697)
divider xyxy=(268,641,484,643)
rates-note: Αἱ καταθέσεις εἰς χρυσὸν κατὰ 1/2 ο/ο ὀλιγώτερον xyxy=(117,1974,389,1987)
article-text xyxy=(500,1200,731,1263)
column-rule xyxy=(494,238,496,1583)
divider xyxy=(506,1133,725,1135)
article-text xyxy=(983,828,1218,937)
divider xyxy=(989,943,1212,945)
bank-capital-value: 2.000.000 xyxy=(267,1730,375,1758)
bank-type: ΕΤΕΡΟΡΡΥΘΜΟΣ ΜΕΤΟΧΙΚΗ ΕΤΑΙΡΙΑ xyxy=(108,1708,398,1726)
optics-line4: ΤΩΝ ΔΙΑΚΕΚΡΙΜΕΝΩΝ ΟΦΘΑΛΜΟΛΟΓΩΝ xyxy=(1148,1959,1390,1974)
headline: Η ΑΝΑΠΛΗΡΩΜΑΤΙΚΗ xyxy=(1007,1124,1194,1147)
optics-line2: ΚΡΥΣΤΑΛΛΙΝΑ — ΠΡΕΣΒΥΩΠΙΑΣ — ΚΑΤΑΡΡΑΚΤΟΥ — ΜΥΩΠΙΑΣ xyxy=(1069,1925,1469,1941)
subheadline: Η ΕΥΕΞΙΑ ΤΗΣ ΧΩΡΑΣ xyxy=(56,423,206,482)
subheadline: ΑΝΑΣΤΟΛΗ ΤΗΣ ΑΠΟΣΤΟΛΗΣ xyxy=(523,348,708,364)
bank-founded: ΙΔΡΥΘΕΙΣΑ ΤΩ 1888 — ΑΝΑΔΙΟΡΓΑΝΩΘΕΙΣΑ ΤΩ 1905 xyxy=(93,1690,413,1705)
paragraph: Ἡ ἐπιτροπὴ αὕτη κατηρτίσθη ὡς ἑξῆς: Πρόεδρος ὁ ἀντισυνταγματάρχης τοῦ πυροβολικοῦ κ. Ἀντωνόπουλος καὶ μέλη οἱ κ.κ. Σουλτάνης ταγματάρχης τοῦ μηχανικοῦ, Βαρβαρῆς ἴλαρχος, Παπαγιαννάκης λοχαγὸς τοῦ πεζικοῦ καὶ ὡς ἀναπληρωματικοὶ οἱ κ.κ. Κούρτης λοχαγὸς τοῦ πεζικοῦ καὶ Δρόσος τοῦ μηχανικοῦ. xyxy=(1228,503,1556,611)
headline: Η ΚΑΤΑΡΓΗΣΙΣ xyxy=(1038,950,1163,973)
paragraph: Ὁ πρωθυπουργὸς καὶ ὑπουργὸς ἐπὶ τῶν Στρατιωτικῶν κ. Θεοτόκης προσεκάλεσε ὡς προσωπάρχην τοῦ ὑπουργείου τῶν Στρατιωτικῶν τὸν κ. Τέλλον Μοσχόπουλον ἀντισυνταγματάρχην τοῦ μηχανικοῦ, ὁ ὁποῖος ἀνέλαβε τὰ καθήκοντά του. Κατὰ πᾶσαν πιθανότητα ὁ κ. Μοσχόπουλος θὰ διορισθῇ ὁριστικῶς προσωπάρχης. xyxy=(983,605,1218,760)
subheadline: Ο ΔΙΑΓΩΝΙΣΜΟΣ ΑΝΑΒΑΛΛΕΤΑΙ xyxy=(1292,882,1492,898)
rate-term: μετὰ δύο ἔτη xyxy=(62,1941,138,1956)
hat-header: ΤΟ ΕΛΛΗΝΙΚΟΝ ΠΙΛΟΠΟΙΕΙΟΝ xyxy=(512,1596,744,1613)
column-5 xyxy=(981,238,1220,1583)
divider xyxy=(747,353,967,355)
article-text xyxy=(500,365,731,553)
paragraph: Ἐγνώσθη χθὲς ὅτι ὁ ἐπὶ τῶν Ἐσωτερικῶν ὑπουργὸς κ. Καλογερόπουλος θὰ προβῇ εἰς τὴν περικοπὴν πολλῶν θέσεων ὑπαλλήλων τοῦ ὑπουργείου, αἱ ὁποῖαι κρίνονται περιτταί, εἰς τρόπον ὥστε νὰ ἐπέλθῃ σημαντικὴ οἰκονομία διὰ τὸ Δημόσιον. xyxy=(983,827,1218,936)
headline: ΤΟ ΖΗΤΗΜΑ xyxy=(67,908,195,939)
paragraph: Τὴν προσεχῆ Κυριακὴν ἐνεργεῖται εἰς τὴν Ἀγυιὰν ἡ ἀναπληρωματικὴ ἐκλογὴ τοῦ ἀποθανόντος βουλευτοῦ Μήτσου. xyxy=(983,1187,1218,1233)
paragraph: ὁ Βασιλεὺς καὶ τὰ ἕτερα πέντε θὰ ἐκλέξῃ ἡ συνέλευσις. Τὰ τέσσαρα μέλη τὰ ὑποδειχθησόμενα ὑπὸ τοῦ Βασιλέως δυνατὸν νὰ εἶναι καὶ τὰ ἴδια, τῶν ὁποίων ἡ θητεία ἔληξεν. xyxy=(983,238,1218,315)
column-rule xyxy=(735,238,737,1583)
article-text xyxy=(10,1241,252,1399)
divider xyxy=(16,1143,246,1145)
subheadline: ΤΙ ΕΙΠΕΝ Ο κ. ΚΑΛΟΓΕΡΟΠΟΥΛΟΣ xyxy=(509,905,722,921)
divider xyxy=(986,2084,1552,2086)
rate-term: μετὰ ἓξ μῆνας xyxy=(62,1910,145,1925)
headline: ΤΟΥ ΠΟΛΥΤΕΧΝΕΙΟΥ xyxy=(42,938,220,961)
subheadline: ΕΙΣ ΠΟΙΜΕΝΙΚΟΥΣ ΚΥΝΑΣ xyxy=(49,1224,213,1240)
headline: Η ΣΥΝΕΔΡΙΑΣΙΣ xyxy=(790,853,924,876)
masthead-name: ΣΚΡΙΠ xyxy=(761,96,839,120)
